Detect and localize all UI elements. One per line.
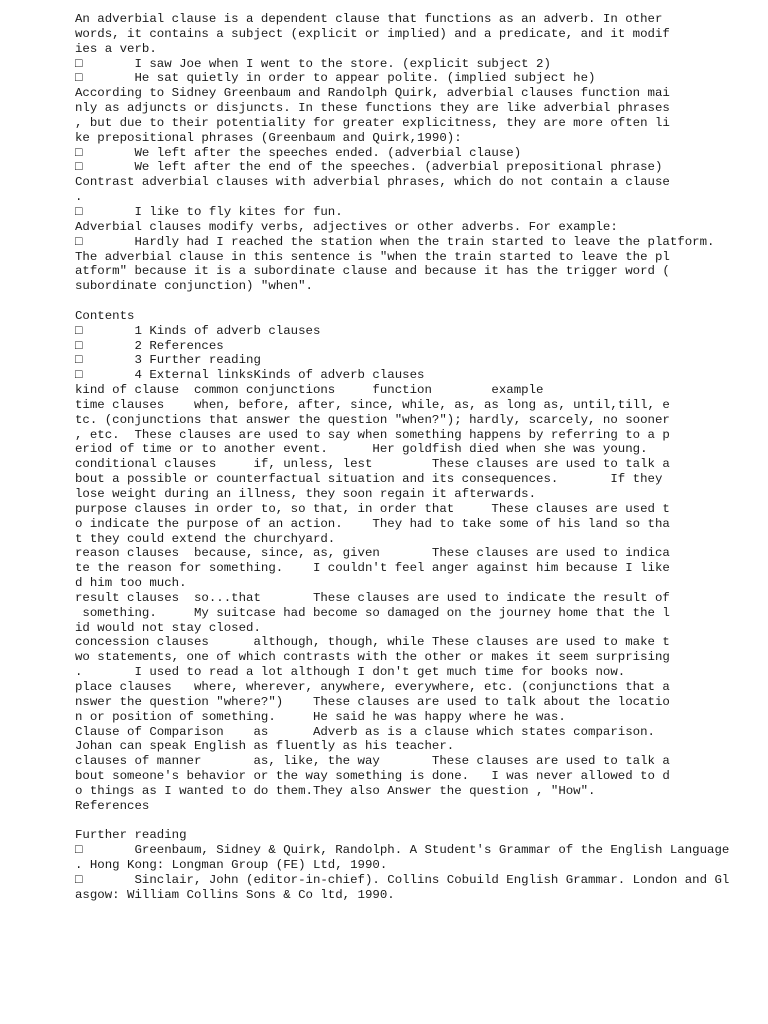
text-line: time clauses when, before, after, since, while, as, as long as, until,till, e xyxy=(75,397,670,412)
text-line: □ We left after the speeches ended. (adverbial clause) xyxy=(75,145,522,160)
text-line: . xyxy=(75,190,83,205)
text-line: result clauses so...that These clauses are used to indicate the result of xyxy=(75,590,670,605)
text-line: □ I like to fly kites for fun. xyxy=(75,204,343,219)
text-line: Contrast adverbial clauses with adverbial phrases, which do not contain a clause xyxy=(75,175,670,190)
text-line: , etc. These clauses are used to say when something happens by referring to a p xyxy=(75,427,670,442)
text-line: Clause of Comparison as Adverb as is a clause which states comparison. xyxy=(75,724,655,739)
text-line: □ We left after the end of the speeches. (adverbial prepositional phrase) xyxy=(75,160,663,175)
text-line: subordinate conjunction) "when". xyxy=(75,279,313,294)
text-line: atform" because it is a subordinate clause and because it has the trigger word ( xyxy=(75,264,670,279)
text-line: The adverbial clause in this sentence is "when the train started to leave the pl xyxy=(75,249,670,264)
text-line: Contents xyxy=(75,308,135,323)
document-body xyxy=(75,12,755,903)
text-line: Adverbial clauses modify verbs, adjectives or other adverbs. For example: xyxy=(75,219,618,234)
text-line: □ Greenbaum, Sidney & Quirk, Randolph. A Student's Grammar of the English Language xyxy=(75,843,730,858)
text-line: words, it contains a subject (explicit or implied) and a predicate, and it modif xyxy=(75,26,670,41)
text-line: . Hong Kong: Longman Group (FE) Ltd, 1990. xyxy=(75,858,388,873)
text-line: te the reason for something. I couldn't feel anger against him because I like xyxy=(75,561,670,576)
text-line: reason clauses because, since, as, given These clauses are used to indica xyxy=(75,546,670,561)
text-line: References xyxy=(75,798,150,813)
text-line: o indicate the purpose of an action. They had to take some of his land so tha xyxy=(75,516,670,531)
text-line: kind of clause common conjunctions function example xyxy=(75,383,544,398)
text-line: lose weight during an illness, they soon regain it afterwards. xyxy=(75,487,537,501)
text-line: t they could extend the churchyard. xyxy=(75,531,336,546)
text-line: something. My suitcase had become so damaged on the journey home that the l xyxy=(75,605,670,620)
text-line: place clauses where, wherever, anywhere, everywhere, etc. (conjunctions that a xyxy=(75,679,670,694)
text-line: Further reading xyxy=(75,828,187,843)
blank-line xyxy=(75,814,755,829)
text-line: concession clauses although, though, while These clauses are used to make t xyxy=(75,635,670,650)
text-line: nswer the question "where?") These clauses are used to talk about the locatio xyxy=(75,694,670,709)
blank-line xyxy=(75,294,755,309)
text-line: eriod of time or to another event. Her goldfish died when she was young. xyxy=(75,442,648,457)
text-line: □ 4 External linksKinds of adverb clauses xyxy=(75,368,425,383)
text-line: An adverbial clause is a dependent clause that functions as an adverb. In other xyxy=(75,12,663,26)
text-line: purpose clauses in order to, so that, in order that These clauses are used t xyxy=(75,501,670,516)
text-line: □ 2 References xyxy=(75,338,224,353)
text-line: □ Sinclair, John (editor-in-chief). Collins Cobuild English Grammar. London and Gl xyxy=(75,872,730,887)
text-line: According to Sidney Greenbaum and Randolph Quirk, adverbial clauses function mai xyxy=(75,86,670,101)
text-line: ies a verb. xyxy=(75,41,157,56)
text-line: conditional clauses if, unless, lest These clauses are used to talk a xyxy=(75,457,670,472)
text-line: □ 3 Further reading xyxy=(75,353,261,368)
text-line: □ I saw Joe when I went to the store. (explicit subject 2) xyxy=(75,56,551,71)
text-line: □ 1 Kinds of adverb clauses xyxy=(75,323,321,338)
text-line: bout a possible or counterfactual situation and its consequences. If they xyxy=(75,472,663,487)
text-line: nly as adjuncts or disjuncts. In these functions they are like adverbial phrases xyxy=(75,101,670,116)
text-line: d him too much. xyxy=(75,576,187,591)
text-line: □ He sat quietly in order to appear polite. (implied subject he) xyxy=(75,71,596,86)
text-line: bout someone's behavior or the way something is done. I was never allowed to d xyxy=(75,769,670,784)
text-line: n or position of something. He said he was happy where he was. xyxy=(75,709,566,724)
text-line: wo statements, one of which contrasts with the other or makes it seem surprising xyxy=(75,650,670,665)
text-line: asgow: William Collins Sons & Co ltd, 1990. xyxy=(75,887,395,902)
text-line: tc. (conjunctions that answer the question "when?"); hardly, scarcely, no sooner xyxy=(75,412,670,427)
text-line: Johan can speak English as fluently as his teacher. xyxy=(75,739,455,754)
text-line: . I used to read a lot although I don't get much time for books now. xyxy=(75,665,626,680)
text-line: □ Hardly had I reached the station when the train started to leave the platform. xyxy=(75,234,715,249)
text-line: o things as I wanted to do them.They also Answer the question , "How". xyxy=(75,783,596,798)
text-line: ke prepositional phrases (Greenbaum and Quirk,1990): xyxy=(75,130,462,145)
text-line: , but due to their potentiality for greater explicitness, they are more often li xyxy=(75,115,670,130)
text-line: id would not stay closed. xyxy=(75,620,261,635)
text-line: clauses of manner as, like, the way These clauses are used to talk a xyxy=(75,754,670,769)
